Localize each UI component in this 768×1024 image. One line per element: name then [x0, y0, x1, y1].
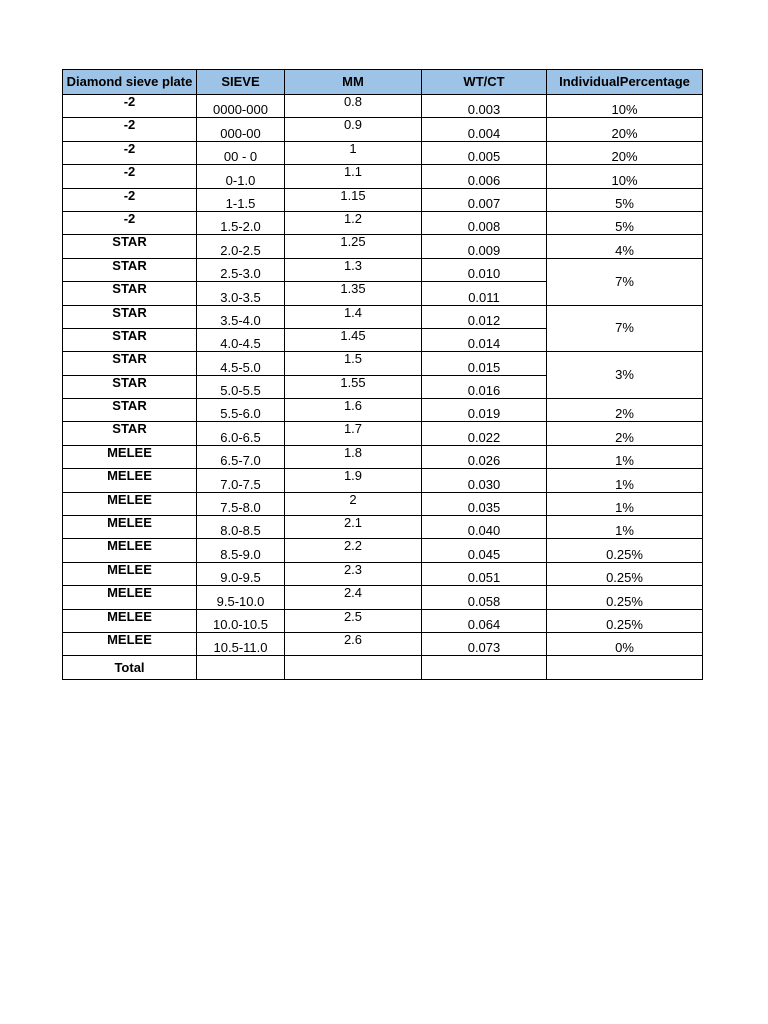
plate-cell: MELEE	[63, 632, 197, 655]
plate-cell: -2	[63, 118, 197, 141]
table-row	[63, 211, 703, 234]
table-row	[63, 469, 703, 492]
sieve-cell: 6.0-6.5	[197, 422, 285, 445]
sieve-cell: 4.0-4.5	[197, 328, 285, 351]
percentage-cell: 10%	[547, 95, 703, 118]
wt-ct-cell: 0.011	[422, 282, 547, 305]
sieve-cell: 3.5-4.0	[197, 305, 285, 328]
mm-cell: 2.5	[285, 609, 422, 632]
mm-cell: 2.4	[285, 586, 422, 609]
plate-cell: MELEE	[63, 516, 197, 539]
percentage-cell: 5%	[547, 211, 703, 234]
percentage-cell: 3%	[547, 352, 703, 399]
sieve-cell: 2.0-2.5	[197, 235, 285, 258]
wt-ct-cell: 0.073	[422, 632, 547, 655]
percentage-cell: 0.25%	[547, 562, 703, 585]
wt-ct-cell: 0.009	[422, 235, 547, 258]
total-wt-ct-cell	[422, 656, 547, 679]
mm-cell: 1.4	[285, 305, 422, 328]
sieve-cell: 5.5-6.0	[197, 399, 285, 422]
percentage-cell: 20%	[547, 141, 703, 164]
mm-cell: 2.2	[285, 539, 422, 562]
mm-cell: 1.8	[285, 445, 422, 468]
header-row	[63, 70, 703, 95]
table-row	[63, 95, 703, 118]
sieve-cell: 7.5-8.0	[197, 492, 285, 515]
wt-ct-cell: 0.058	[422, 586, 547, 609]
table-row	[63, 539, 703, 562]
plate-cell: MELEE	[63, 445, 197, 468]
sieve-cell: 5.0-5.5	[197, 375, 285, 398]
table-row	[63, 586, 703, 609]
table-row	[63, 445, 703, 468]
mm-cell: 1.3	[285, 258, 422, 281]
mm-cell: 1.9	[285, 469, 422, 492]
total-mm-cell	[285, 656, 422, 679]
plate-cell: MELEE	[63, 469, 197, 492]
sieve-cell: 8.5-9.0	[197, 539, 285, 562]
table-row	[63, 305, 703, 328]
plate-cell: STAR	[63, 375, 197, 398]
mm-cell: 2	[285, 492, 422, 515]
plate-cell: -2	[63, 95, 197, 118]
plate-cell: STAR	[63, 305, 197, 328]
table-row	[63, 352, 703, 375]
plate-cell: MELEE	[63, 492, 197, 515]
mm-cell: 1.1	[285, 165, 422, 188]
table-row	[63, 516, 703, 539]
mm-cell: 1.6	[285, 399, 422, 422]
wt-ct-cell: 0.040	[422, 516, 547, 539]
plate-cell: MELEE	[63, 562, 197, 585]
wt-ct-cell: 0.005	[422, 141, 547, 164]
percentage-cell: 5%	[547, 188, 703, 211]
wt-ct-cell: 0.008	[422, 211, 547, 234]
percentage-cell: 1%	[547, 516, 703, 539]
sieve-table	[62, 69, 703, 680]
plate-cell: STAR	[63, 282, 197, 305]
table-row	[63, 188, 703, 211]
sieve-cell: 00 - 0	[197, 141, 285, 164]
total-label: Total	[63, 656, 197, 679]
plate-cell: MELEE	[63, 586, 197, 609]
sieve-cell: 4.5-5.0	[197, 352, 285, 375]
percentage-cell: 0.25%	[547, 586, 703, 609]
wt-ct-cell: 0.006	[422, 165, 547, 188]
percentage-cell: 0.25%	[547, 609, 703, 632]
mm-cell: 2.6	[285, 632, 422, 655]
plate-cell: STAR	[63, 328, 197, 351]
mm-cell: 0.8	[285, 95, 422, 118]
sieve-cell: 7.0-7.5	[197, 469, 285, 492]
table-row	[63, 141, 703, 164]
header-mm: MM	[285, 70, 422, 95]
wt-ct-cell: 0.016	[422, 375, 547, 398]
plate-cell: MELEE	[63, 609, 197, 632]
plate-cell: STAR	[63, 352, 197, 375]
sieve-cell: 9.0-9.5	[197, 562, 285, 585]
percentage-cell: 2%	[547, 422, 703, 445]
sieve-cell: 6.5-7.0	[197, 445, 285, 468]
percentage-cell: 1%	[547, 445, 703, 468]
mm-cell: 1.35	[285, 282, 422, 305]
plate-cell: -2	[63, 165, 197, 188]
sieve-cell: 000-00	[197, 118, 285, 141]
percentage-cell: 7%	[547, 305, 703, 352]
wt-ct-cell: 0.014	[422, 328, 547, 351]
mm-cell: 1.15	[285, 188, 422, 211]
mm-cell: 1.45	[285, 328, 422, 351]
table-row	[63, 609, 703, 632]
sieve-cell: 0000-000	[197, 95, 285, 118]
plate-cell: MELEE	[63, 539, 197, 562]
header-sieve: SIEVE	[197, 70, 285, 95]
wt-ct-cell: 0.015	[422, 352, 547, 375]
plate-cell: STAR	[63, 235, 197, 258]
wt-ct-cell: 0.030	[422, 469, 547, 492]
header-wt-ct: WT/CT	[422, 70, 547, 95]
wt-ct-cell: 0.012	[422, 305, 547, 328]
percentage-cell: 1%	[547, 469, 703, 492]
wt-ct-cell: 0.019	[422, 399, 547, 422]
wt-ct-cell: 0.064	[422, 609, 547, 632]
table-row	[63, 632, 703, 655]
table-row	[63, 235, 703, 258]
sieve-cell: 10.5-11.0	[197, 632, 285, 655]
wt-ct-cell: 0.045	[422, 539, 547, 562]
percentage-cell: 0%	[547, 632, 703, 655]
mm-cell: 1.25	[285, 235, 422, 258]
wt-ct-cell: 0.004	[422, 118, 547, 141]
table-row	[63, 492, 703, 515]
percentage-cell: 7%	[547, 258, 703, 305]
table-row	[63, 258, 703, 281]
percentage-cell: 10%	[547, 165, 703, 188]
percentage-cell: 20%	[547, 118, 703, 141]
mm-cell: 2.3	[285, 562, 422, 585]
table-row	[63, 118, 703, 141]
sieve-cell: 0-1.0	[197, 165, 285, 188]
wt-ct-cell: 0.051	[422, 562, 547, 585]
percentage-cell: 4%	[547, 235, 703, 258]
total-percentage-cell	[547, 656, 703, 679]
total-row	[63, 656, 703, 679]
wt-ct-cell: 0.026	[422, 445, 547, 468]
sieve-cell: 3.0-3.5	[197, 282, 285, 305]
table-row	[63, 422, 703, 445]
table-row	[63, 399, 703, 422]
sieve-cell: 1.5-2.0	[197, 211, 285, 234]
mm-cell: 1.7	[285, 422, 422, 445]
sieve-cell: 2.5-3.0	[197, 258, 285, 281]
wt-ct-cell: 0.003	[422, 95, 547, 118]
plate-cell: STAR	[63, 258, 197, 281]
header-individual-percentage: IndividualPercentage	[547, 70, 703, 95]
total-sieve-cell	[197, 656, 285, 679]
wt-ct-cell: 0.035	[422, 492, 547, 515]
sieve-cell: 10.0-10.5	[197, 609, 285, 632]
table-row	[63, 165, 703, 188]
plate-cell: -2	[63, 188, 197, 211]
mm-cell: 0.9	[285, 118, 422, 141]
table-body	[63, 95, 703, 680]
mm-cell: 1.55	[285, 375, 422, 398]
sieve-cell: 9.5-10.0	[197, 586, 285, 609]
plate-cell: STAR	[63, 399, 197, 422]
header-diamond-sieve-plate: Diamond sieve plate	[63, 70, 197, 95]
percentage-cell: 2%	[547, 399, 703, 422]
plate-cell: -2	[63, 141, 197, 164]
wt-ct-cell: 0.022	[422, 422, 547, 445]
plate-cell: -2	[63, 211, 197, 234]
table-row	[63, 562, 703, 585]
mm-cell: 2.1	[285, 516, 422, 539]
plate-cell: STAR	[63, 422, 197, 445]
mm-cell: 1.2	[285, 211, 422, 234]
wt-ct-cell: 0.010	[422, 258, 547, 281]
percentage-cell: 0.25%	[547, 539, 703, 562]
mm-cell: 1.5	[285, 352, 422, 375]
wt-ct-cell: 0.007	[422, 188, 547, 211]
sieve-cell: 8.0-8.5	[197, 516, 285, 539]
percentage-cell: 1%	[547, 492, 703, 515]
sieve-cell: 1-1.5	[197, 188, 285, 211]
mm-cell: 1	[285, 141, 422, 164]
